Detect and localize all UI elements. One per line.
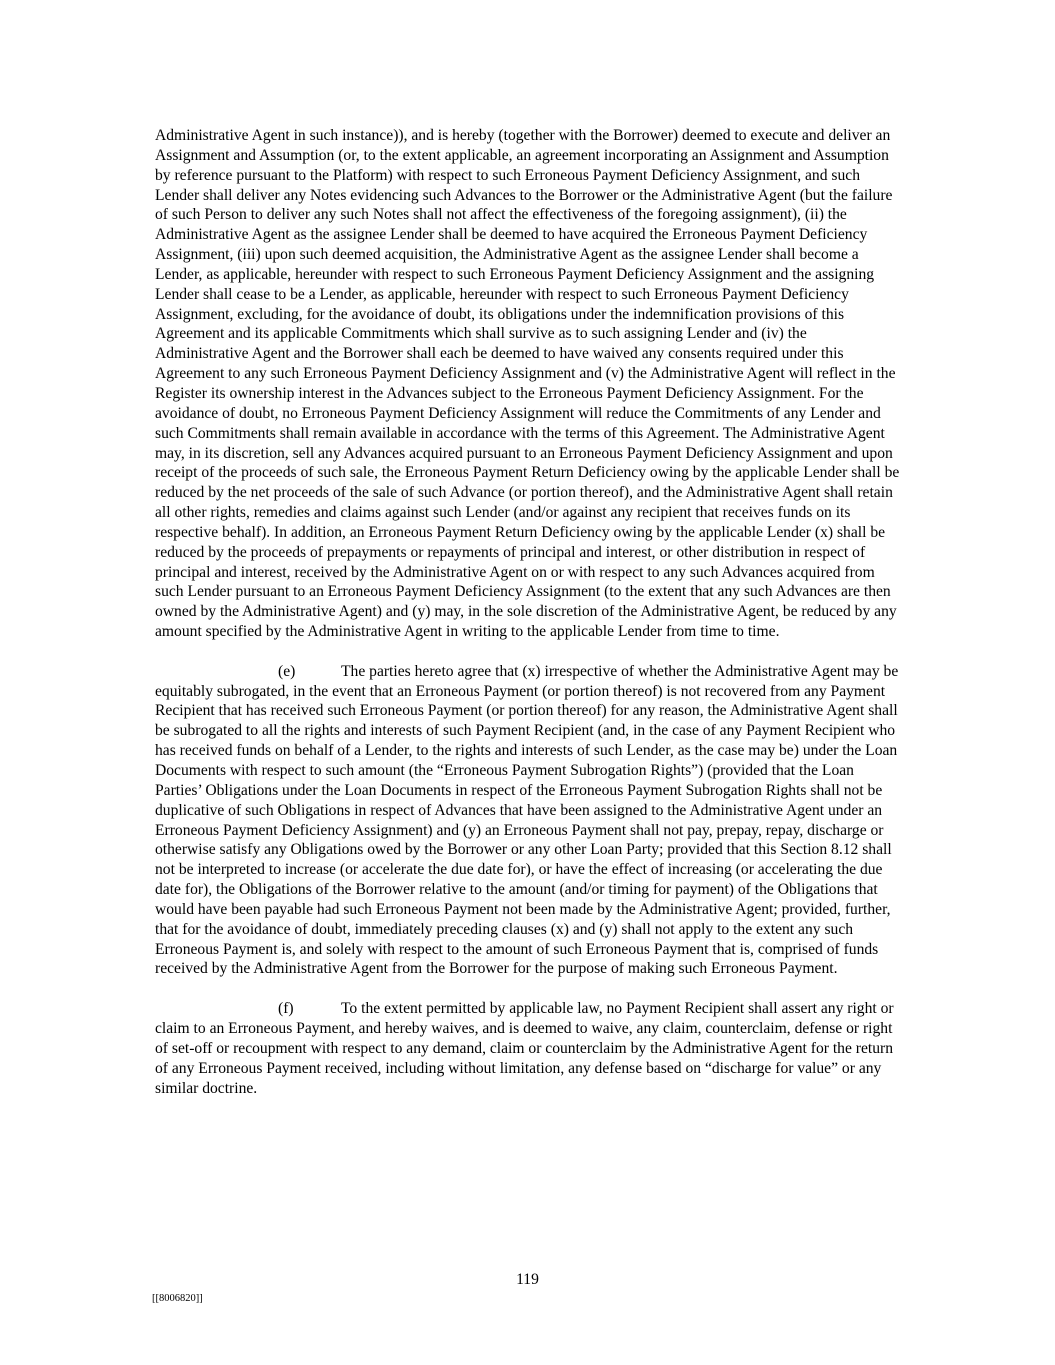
paragraph-text: Administrative Agent in such instance)), and is hereby (together with the Borrower) deemed to execute and deliver an Assignment and Assumption (or, to the extent applicable, an agreement incorporating an Assignment and Assumption by reference pursuant to the Platform) with respect to such Erroneous Payment Deficiency Assignment, and such Lender shall deliver any Notes evidencing such Advances to the Borrower or the Administrative Agent (but the failure of such Person to deliver any such Notes shall not affect the effectiveness of the foregoing assignment), (ii) the Administrative Agent as the assignee Lender shall be deemed to have acquired the Erroneous Payment Deficiency Assignment, (iii) upon such deemed acquisition, the Administrative Agent as the assignee Lender shall become a Lender, as applicable, hereunder with respect to such Erroneous Payment Deficiency Assignment and the assigning Lender shall cease to be a Lender, as applicable, hereunder with respect to such Erroneous Payment Deficiency Assignment, excluding, for the avoidance of doubt, its obligations under the indemnification provisions of this Agreement and its applicable Commitments which shall survive as to such assigning Lender and (iv) the Administrative Agent and the Borrower shall each be deemed to have waived any consents required under this Agreement to any such Erroneous Payment Deficiency Assignment and (v) the Administrative Agent will reflect in the Register its ownership interest in the Advances subject to the Erroneous Payment Deficiency Assignment. For the avoidance of doubt, no Erroneous Payment Deficiency Assignment will reduce the Commitments of any Lender and such Commitments shall remain available in accordance with the terms of this Agreement. The Administrative Agent may, in its discretion, sell any Advances acquired pursuant to an Erroneous Payment Deficiency Assignment and upon receipt of the proceeds of such sale, the Erroneous Payment Return Deficiency owing by the applicable Lender shall be reduced by the net proceeds of the sale of such Advance (or portion thereof), and the Administrative Agent shall retain all other rights, remedies and claims against such Lender (and/or against any recipient that receives funds on its respective behalf). In addition, an Erroneous Payment Return Deficiency owing by the applicable Lender (x) shall be reduced by the proceeds of prepayments or repayments of principal and interest, or other distribution in respect of principal and interest, received by the Administrative Agent on or with respect to any such Advances acquired from such Lender pursuant to an Erroneous Payment Deficiency Assignment (to the extent that any such Advances are then owned by the Administrative Agent) and (y) may, in the sole discretion of the Administrative Agent, be reduced by any amount specified by the Administrative Agent in writing to the applicable Lender from time to time. (155, 127, 900, 641)
paragraph-f (155, 999, 900, 1098)
paragraph-marker: (f) (278, 1000, 294, 1018)
body-text (155, 126, 900, 1118)
paragraph-text: The parties hereto agree that (x) irrespective of whether the Administrative Agent may be equitably subrogated, in the event that an Erroneous Payment (or portion thereof) is not recovered from any Payment Recipient that has received such Erroneous Payment (or portion thereof) for any reason, the Administrative Agent shall be subrogated to all the rights and interests of such Payment Recipient (and, in the case of any Payment Recipient who has received funds on behalf of a Lender, to the rights and interests of such Lender, as the case may be) under the Loan Documents with respect to such amount (the “Erroneous Payment Subrogation Rights”) (provided that the Loan Parties’ Obligations under the Loan Documents in respect of the Erroneous Payment Subrogation Rights shall not be duplicative of such Obligations in respect of Advances that have been assigned to the Administrative Agent under an Erroneous Payment Deficiency Assignment) and (y) an Erroneous Payment shall not pay, prepay, repay, discharge or otherwise satisfy any Obligations owed by the Borrower or any other Loan Party; provided that this Section 8.12 shall not be interpreted to increase (or accelerate the due date for), or have the effect of increasing (or accelerating the due date for), the Obligations of the Borrower relative to the amount (and/or timing for payment) of the Obligations that would have been payable had such Erroneous Payment not been made by the Administrative Agent; provided, further, that for the avoidance of doubt, immediately preceding clauses (x) and (y) shall not apply to the extent any such Erroneous Payment is, and solely with respect to the amount of such Erroneous Payment that is, comprised of funds received by the Administrative Agent from the Borrower for the purpose of making such Erroneous Payment. (155, 662, 899, 978)
document-id: [[8006820]] (152, 1293, 203, 1304)
page-number: 119 (516, 1271, 539, 1288)
paragraph-text: To the extent permitted by applicable law, no Payment Recipient shall assert any right or claim to an Erroneous Payment, and hereby waives, and is deemed to waive, any claim, counterclaim, defense or right of set-off or recoupment with respect to any demand, claim or counterclaim by the Administrative Agent for the return of any Erroneous Payment received, including without limitation, any defense based on “discharge for value” or any similar doctrine. (155, 1000, 894, 1097)
paragraph-continuation (155, 126, 900, 642)
paragraph-e (155, 662, 900, 980)
paragraph-marker: (e) (278, 662, 296, 680)
